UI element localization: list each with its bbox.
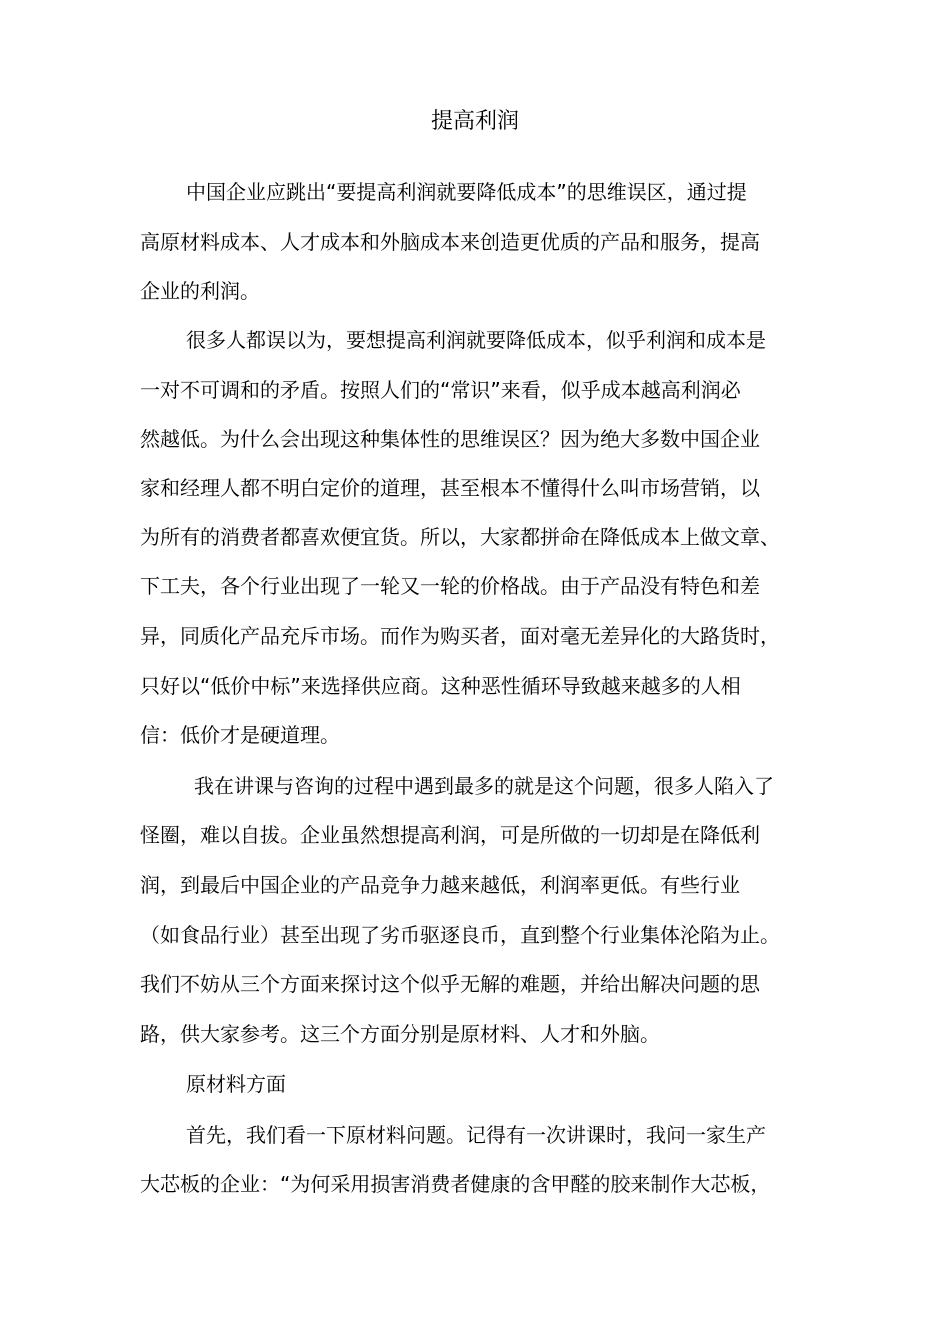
text-line: 中国企业应跳出“要提高利润就要降低成本”的思维误区，通过提 — [186, 180, 747, 204]
text-line: 企业的利润。 — [140, 279, 260, 303]
text-line: 然越低。为什么会出现这种集体性的思维误区？因为绝大多数中国企业 — [140, 427, 760, 451]
text-line: 我在讲课与咨询的过程中遇到最多的就是这个问题，很多人陷入了 — [194, 774, 774, 798]
text-line: 下工夫，各个行业出现了一轮又一轮的价格战。由于产品没有特色和差 — [140, 574, 760, 598]
text-line: 我们不妨从三个方面来探讨这个似乎无解的难题，并给出解决问题的思 — [140, 972, 760, 996]
text-line: 信：低价才是硬道理。 — [140, 723, 340, 747]
text-line: 异，同质化产品充斥市场。而作为购买者，面对毫无差异化的大路货时， — [140, 624, 780, 648]
text-line: （如食品行业）甚至出现了劣币驱逐良币，直到整个行业集体沦陷为止。 — [140, 923, 780, 947]
text-line: 高原材料成本、人才成本和外脑成本来创造更优质的产品和服务，提高 — [140, 230, 760, 254]
text-line: 为所有的消费者都喜欢便宜货。所以，大家都拼命在降低成本上做文章、 — [140, 525, 780, 549]
text-line: 怪圈，难以自拔。企业虽然想提高利润，可是所做的一切却是在降低利 — [140, 823, 760, 847]
text-line: 只好以“低价中标”来选择供应商。这种恶性循环导致越来越多的人相 — [140, 674, 741, 698]
text-line: 很多人都误以为，要想提高利润就要降低成本，似乎利润和成本是 — [186, 328, 766, 352]
page-title: 提高利润 — [430, 109, 519, 134]
text-line: 家和经理人都不明白定价的道理，甚至根本不懂得什么叫市场营销，以 — [140, 476, 760, 500]
text-line: 大芯板的企业：“为何采用损害消费者健康的含甲醛的胶来制作大芯板， — [140, 1172, 771, 1196]
text-line: 润，到最后中国企业的产品竞争力越来越低，利润率更低。有些行业 — [140, 873, 740, 897]
text-line: 路，供大家参考。这三个方面分别是原材料、人才和外脑。 — [140, 1022, 660, 1046]
section-heading: 原材料方面 — [186, 1072, 286, 1096]
text-line: 首先，我们看一下原材料问题。记得有一次讲课时，我问一家生产 — [186, 1123, 766, 1147]
text-line: 一对不可调和的矛盾。按照人们的“常识”来看，似乎成本越高利润必 — [140, 378, 741, 402]
